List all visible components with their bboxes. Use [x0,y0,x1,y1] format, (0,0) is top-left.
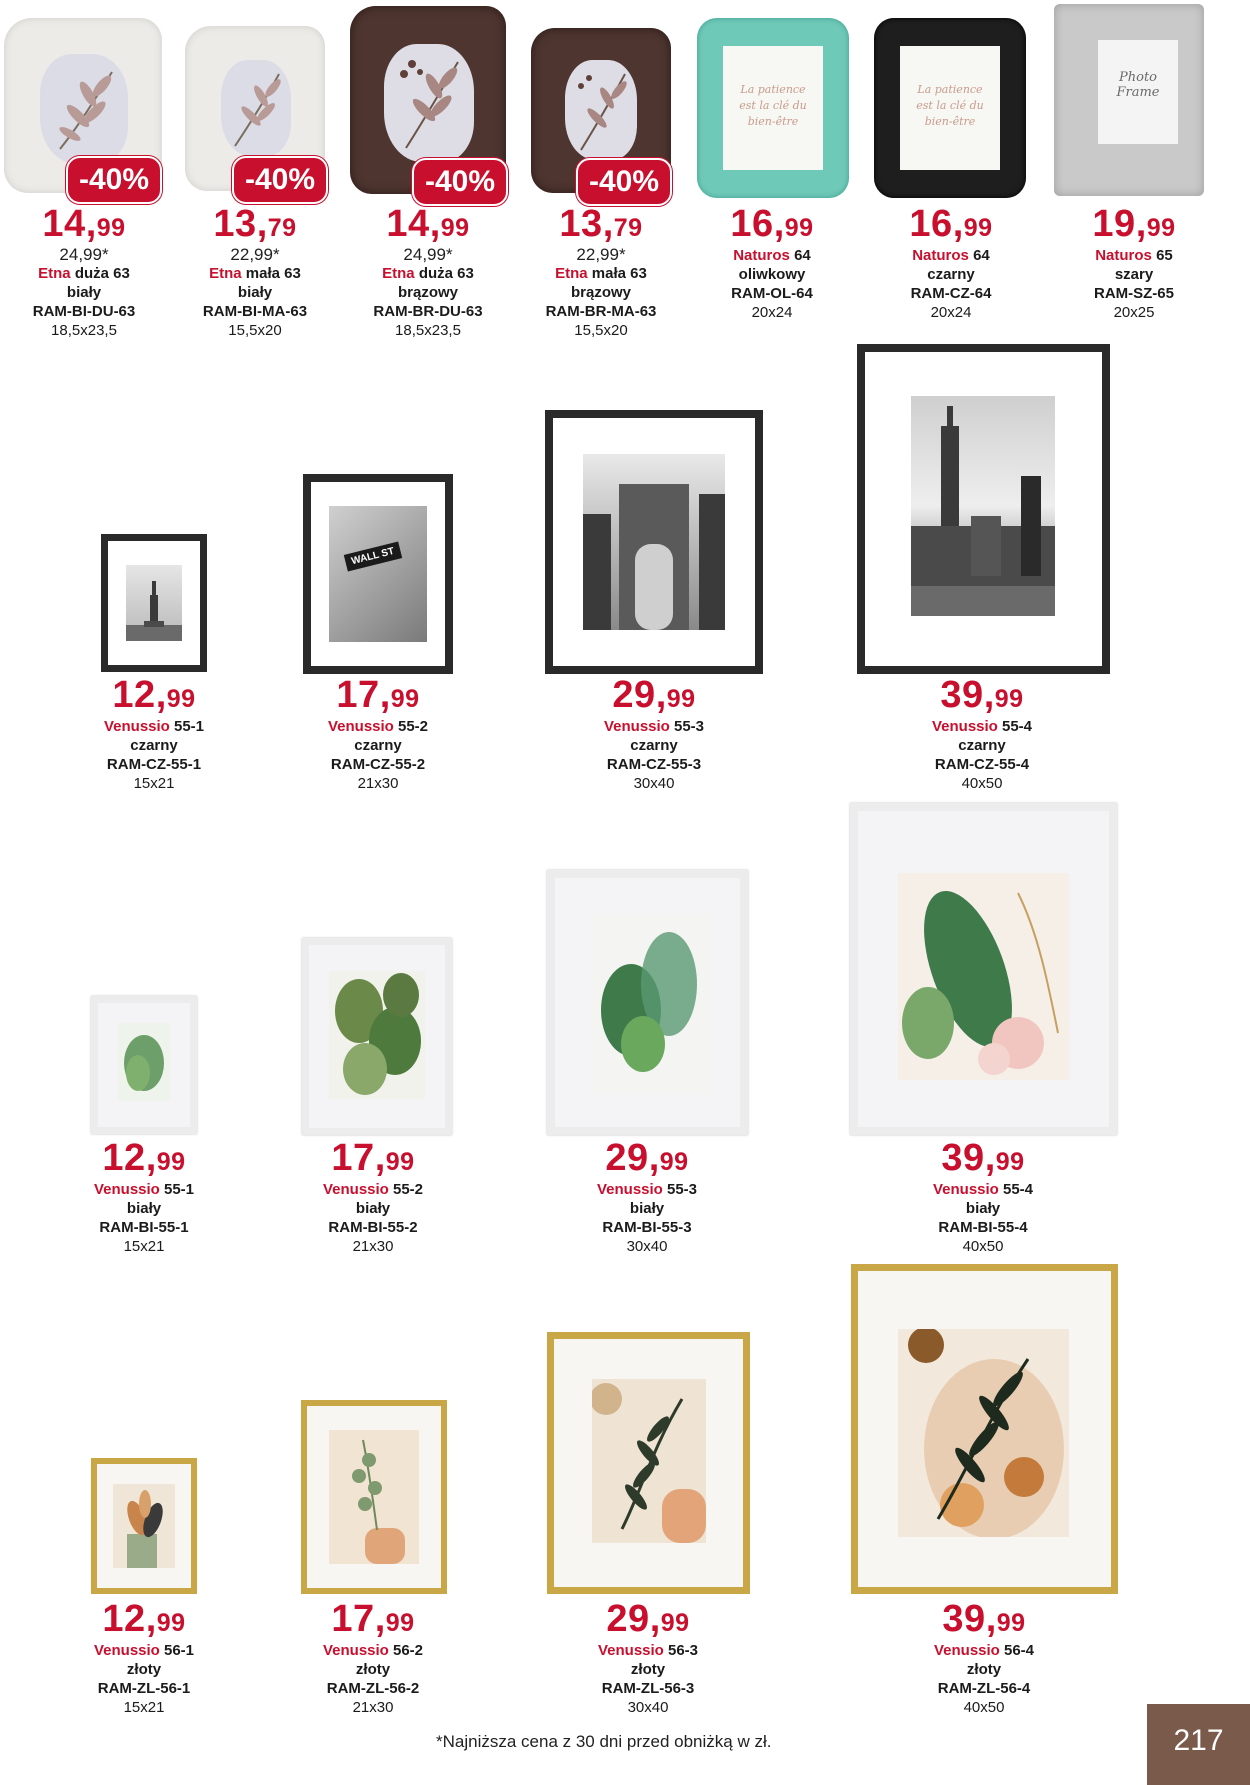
product-name: Venussio 56-1 [93,1642,195,1659]
product-code: RAM-ZL-56-4 [937,1680,1031,1697]
photo-wall-street [329,506,427,642]
product-color: złoty [966,1661,1002,1678]
frame-naturos-grey [1054,4,1204,196]
product-info [506,203,696,340]
price: 13,79 [213,203,297,245]
leaf-art [384,44,474,162]
price: 12,99 [112,674,196,716]
product-color: oliwkowy [738,266,806,283]
product-name: Etna duża 63 [382,265,474,282]
product-name: Naturos 64 [733,247,811,264]
product-info [856,203,1046,322]
product-size: 21x30 [357,775,399,792]
product-size: 40x50 [963,1699,1005,1716]
product-color: czarny [630,737,678,754]
leaf-art [329,1430,419,1564]
product-size: 40x50 [961,775,1003,792]
price: 13,79 [559,203,643,245]
old-price: 24,99* [59,245,109,264]
product-info [677,203,867,322]
product-code: RAM-BI-55-2 [328,1219,418,1236]
price: 39,99 [940,674,1024,716]
price: 14,99 [386,203,470,245]
frame-venussio-black-40x50 [857,344,1110,674]
leaf-icon [898,1329,1069,1537]
product-code: RAM-BI-55-3 [602,1219,692,1236]
discount-badge: -40% [412,158,508,206]
product-size: 15x21 [123,1699,165,1716]
product-code: RAM-CZ-55-4 [934,756,1030,773]
product-size: 20x24 [751,304,793,321]
product-name: Venussio 55-3 [603,718,705,735]
product-name: Venussio 55-2 [322,1181,424,1198]
price: 17,99 [331,1137,415,1179]
leaf-art [221,60,291,156]
frame-venussio-black-15x21 [101,534,207,672]
page-number: 217 [1147,1704,1250,1785]
frame-venussio-gold-15x21 [91,1458,197,1594]
product-info [160,203,350,340]
price: 39,99 [941,1137,1025,1179]
product-code: RAM-CZ-55-3 [606,756,702,773]
product-info [49,1137,239,1256]
quote-art [723,46,823,170]
product-info [283,674,473,793]
leaf-icon [40,54,128,164]
product-info [559,674,749,793]
frame-venussio-gold-21x30 [301,1400,447,1594]
quote-text: La patience est la clé du bien-être [916,83,984,128]
product-size: 18,5x23,5 [51,322,117,339]
product-info [888,1137,1078,1256]
leaf-art [565,60,637,160]
leaf-icon [221,60,291,156]
discount-badge: -40% [576,158,672,206]
product-color: czarny [927,266,975,283]
photo-statue-of-liberty [126,565,182,641]
product-size: 20x25 [1113,304,1155,321]
product-color: czarny [958,737,1006,754]
leaf-icon [118,1023,170,1101]
old-price: 22,99* [576,245,626,264]
product-info [278,1598,468,1717]
product-info [59,674,249,793]
product-color: biały [965,1200,1001,1217]
product-code: RAM-ZL-56-1 [97,1680,191,1697]
frame-venussio-black-30x40 [545,410,763,674]
product-color: złoty [630,1661,666,1678]
leaf-art [591,914,713,1094]
product-color: brązowy [397,284,458,301]
product-size: 15,5x20 [574,322,628,339]
price: 39,99 [942,1598,1026,1640]
product-name: Venussio 56-3 [597,1642,699,1659]
price: 16,99 [909,203,993,245]
price: 29,99 [612,674,696,716]
product-color: złoty [126,1661,162,1678]
product-size: 18,5x23,5 [395,322,461,339]
leaf-icon [113,1484,175,1568]
frame-naturos-black [874,18,1026,198]
product-color: biały [126,1200,162,1217]
product-color: czarny [354,737,402,754]
frame-venussio-white-21x30 [302,938,452,1135]
product-name: Naturos 64 [912,247,990,264]
product-color: złoty [355,1661,391,1678]
product-size: 15x21 [133,775,175,792]
product-info [333,203,523,340]
frame-venussio-gold-30x40 [547,1332,750,1594]
product-code: RAM-CZ-64 [910,285,992,302]
leaf-icon [592,1379,706,1543]
leaf-art [329,971,425,1099]
product-code: RAM-BI-DU-63 [32,303,136,320]
product-info [49,1598,239,1717]
photo-frame-art [1098,40,1178,144]
product-name: Venussio 55-1 [93,1181,195,1198]
product-name: Venussio 55-4 [932,1181,1034,1198]
product-size: 30x40 [626,1238,668,1255]
footnote: *Najniższa cena z 30 dni przed obniżką w zł. [436,1732,772,1751]
product-code: RAM-BI-55-1 [99,1219,189,1236]
discount-badge: -40% [66,156,162,204]
product-name: Etna mała 63 [555,265,647,282]
photo-brooklyn-bridge [583,454,725,630]
product-info [552,1137,742,1256]
product-color: biały [66,284,102,301]
frame-naturos-olive [697,18,849,198]
leaf-icon [384,44,474,162]
product-color: szary [1114,266,1154,283]
leaf-art [898,873,1069,1080]
product-code: RAM-BI-MA-63 [202,303,308,320]
product-info [0,203,179,340]
product-color: biały [237,284,273,301]
leaf-art [118,1023,170,1101]
quote-art [900,46,1000,170]
leaf-icon [898,873,1069,1080]
product-size: 21x30 [352,1699,394,1716]
product-name: Etna duża 63 [38,265,130,282]
price: 12,99 [102,1598,186,1640]
old-price: 24,99* [403,245,453,264]
leaf-icon [591,914,713,1094]
photo-empire-state [911,396,1055,616]
product-color: brązowy [570,284,631,301]
leaf-icon [329,1430,419,1564]
price: 14,99 [42,203,126,245]
product-code: RAM-ZL-56-3 [601,1680,695,1697]
product-info [278,1137,468,1256]
leaf-art [113,1484,175,1568]
product-code: RAM-CZ-55-2 [330,756,426,773]
product-name: Venussio 55-2 [327,718,429,735]
product-code: RAM-OL-64 [731,285,813,302]
product-code: RAM-SZ-65 [1093,285,1174,302]
frame-venussio-black-21x30 [303,474,453,674]
price: 17,99 [336,674,420,716]
price: 16,99 [730,203,814,245]
product-size: 30x40 [633,775,675,792]
product-info [887,674,1077,793]
discount-badge: -40% [232,156,328,204]
leaf-art [40,54,128,164]
leaf-art [592,1379,706,1543]
product-color: biały [629,1200,665,1217]
product-name: Naturos 65 [1095,247,1173,264]
product-name: Venussio 55-4 [931,718,1033,735]
product-name: Venussio 55-1 [103,718,205,735]
product-code: RAM-CZ-55-1 [106,756,202,773]
quote-text: La patience est la clé du bien-être [739,83,807,128]
price: 29,99 [606,1598,690,1640]
frame-venussio-white-15x21 [91,996,197,1134]
product-color: biały [355,1200,391,1217]
product-name: Venussio 55-3 [596,1181,698,1198]
leaf-icon [329,971,425,1099]
product-name: Etna mała 63 [209,265,301,282]
frame-venussio-white-30x40 [547,870,748,1135]
product-size: 21x30 [352,1238,394,1255]
frame-venussio-white-40x50 [850,803,1117,1135]
product-name: Venussio 56-2 [322,1642,424,1659]
price: 29,99 [605,1137,689,1179]
product-code: RAM-BR-DU-63 [373,303,483,320]
product-info [1039,203,1229,322]
product-info [553,1598,743,1717]
frame-venussio-gold-40x50 [851,1264,1118,1594]
product-size: 15x21 [123,1238,165,1255]
old-price: 22,99* [230,245,280,264]
price: 17,99 [331,1598,415,1640]
leaf-art [898,1329,1069,1537]
price: 19,99 [1092,203,1176,245]
product-info [889,1598,1079,1717]
leaf-icon [565,60,637,160]
price: 12,99 [102,1137,186,1179]
product-color: czarny [130,737,178,754]
product-name: Venussio 56-4 [933,1642,1035,1659]
product-size: 15,5x20 [228,322,282,339]
product-size: 40x50 [962,1238,1004,1255]
product-size: 30x40 [627,1699,669,1716]
skyline-icon [911,396,1055,616]
bridge-icon [583,454,725,630]
product-size: 20x24 [930,304,972,321]
street-sign: WALL ST [344,542,402,572]
product-code: RAM-BR-MA-63 [545,303,657,320]
product-code: RAM-BI-55-4 [938,1219,1028,1236]
product-code: RAM-ZL-56-2 [326,1680,420,1697]
photo-frame-text: Photo Frame [1116,70,1160,100]
statue-icon [126,565,182,641]
